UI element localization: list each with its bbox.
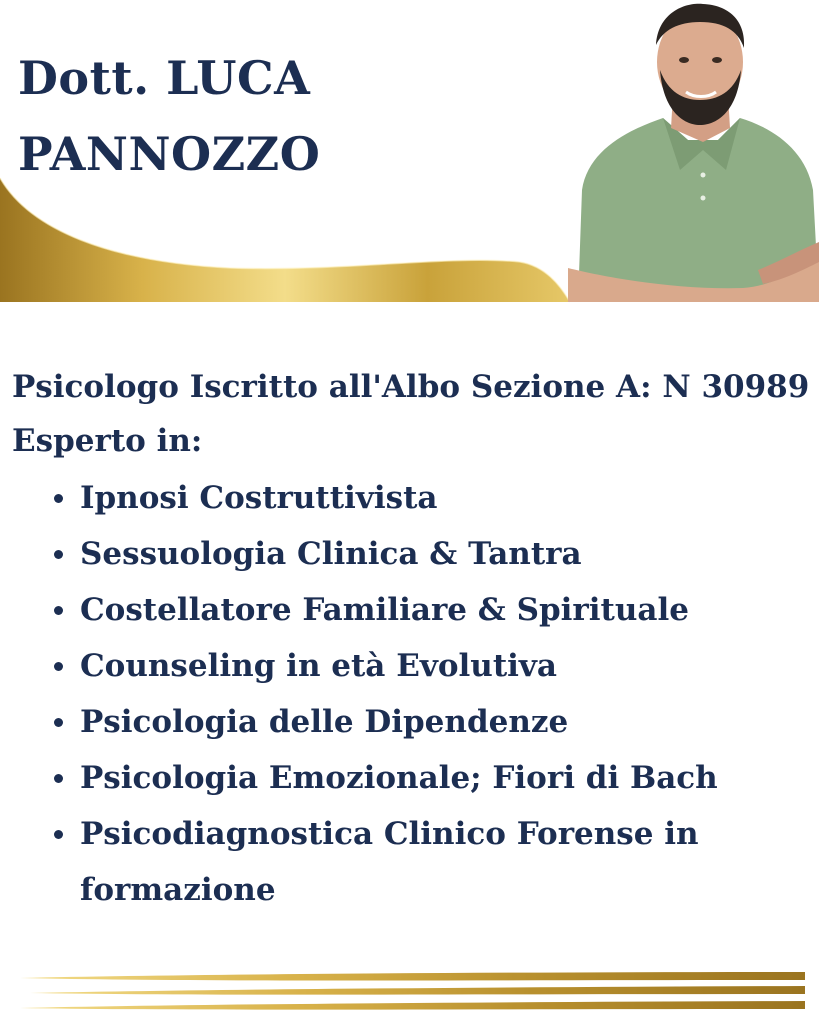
profile-details xyxy=(12,360,812,918)
expertise-heading: Esperto in: xyxy=(12,423,203,459)
specialty-item: Counseling in età Evolutiva xyxy=(50,638,812,694)
name-line-2: PANNOZZO xyxy=(18,127,321,181)
header xyxy=(0,0,819,305)
specialty-item: Costellatore Familiare & Spirituale xyxy=(50,582,812,638)
registration-text: Psicologo Iscritto all'Albo Sezione A: N 30989 xyxy=(12,369,810,405)
specialty-item: Ipnosi Costruttivista xyxy=(50,470,812,526)
specialties-list xyxy=(12,470,812,918)
doctor-name xyxy=(18,40,320,192)
specialty-item: Psicodiagnostica Clinico Forense in formazione xyxy=(50,806,812,918)
gold-lines-divider xyxy=(0,960,819,1020)
specialty-item: Sessuologia Clinica & Tantra xyxy=(50,526,812,582)
specialty-item: Psicologia delle Dipendenze xyxy=(50,694,812,750)
name-line-1: Dott. LUCA xyxy=(18,51,311,105)
portrait-photo xyxy=(568,0,819,302)
specialty-item: Psicologia Emozionale; Fiori di Bach xyxy=(50,750,812,806)
